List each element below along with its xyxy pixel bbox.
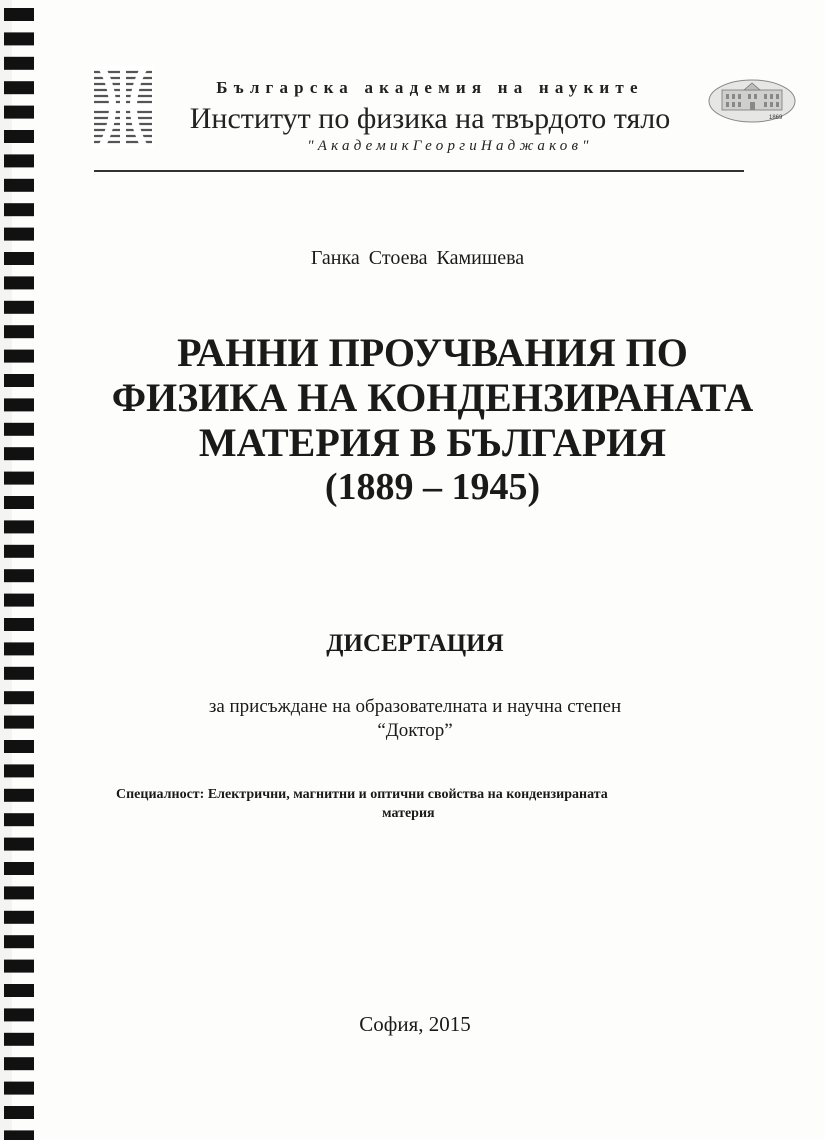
binding-ring — [4, 911, 34, 924]
binding-ring — [4, 984, 34, 997]
institution-header — [160, 78, 700, 155]
specialty-text-line-2: материя — [382, 806, 435, 821]
binding-ring — [4, 838, 34, 851]
binding-ring — [4, 398, 34, 411]
binding-ring — [4, 179, 34, 192]
author-name: Ганка Стоева Камишева — [310, 247, 525, 269]
binding-ring — [4, 545, 34, 558]
binding-ring — [4, 935, 34, 948]
binding-ring — [4, 520, 34, 533]
binding-ring — [4, 1057, 34, 1070]
binding-ring — [4, 764, 34, 777]
binding-ring — [4, 569, 34, 582]
binding-ring — [4, 374, 34, 387]
binding-ring — [4, 325, 34, 338]
binding-ring — [4, 81, 34, 94]
binding-ring — [4, 228, 34, 241]
binding-ring — [4, 886, 34, 899]
binding-ring — [4, 789, 34, 802]
logo-year: 1869 — [769, 115, 783, 121]
title-line-1: РАННИ ПРОУЧВАНИЯ ПО — [177, 330, 688, 375]
dissertation-title — [40, 330, 825, 510]
purpose-line-2: “Доктор” — [377, 720, 453, 741]
binding-ring — [4, 1082, 34, 1095]
binding-ring — [4, 1130, 34, 1140]
binding-ring — [4, 496, 34, 509]
purpose-line-1: за присъждане на образователната и научна степен — [208, 696, 622, 717]
binding-ring — [4, 8, 34, 21]
title-line-2: ФИЗИКА НА КОНДЕНЗИРАНАТА — [111, 375, 754, 420]
specialty-text-line-1: Електрични, магнитни и оптични свойства на кондензираната — [207, 787, 608, 802]
title-line-3: МАТЕРИЯ В БЪЛГАРИЯ — [198, 420, 667, 465]
binding-ring — [4, 1106, 34, 1119]
binding-ring — [4, 301, 34, 314]
binding-ring — [4, 154, 34, 167]
binding-ring — [4, 423, 34, 436]
binding-ring — [4, 960, 34, 973]
binding-ring — [4, 447, 34, 460]
document-kind: ДИСЕРТАЦИЯ — [326, 630, 504, 657]
bas-logo-icon — [92, 66, 154, 148]
academy-name: Българска академия на науките — [216, 78, 644, 97]
binding-ring — [4, 667, 34, 680]
binding-ring — [4, 862, 34, 875]
title-years: (1889 – 1945) — [324, 466, 541, 508]
institute-name: Институт по физика на твърдото тяло — [189, 102, 671, 135]
binding-ring — [4, 594, 34, 607]
binding-ring — [4, 203, 34, 216]
institute-dedication: "АкадемикГеоргиНаджаков" — [307, 138, 593, 154]
binding-ring — [4, 106, 34, 119]
binding-ring — [4, 130, 34, 143]
specialty-label: Специалност: — [116, 787, 205, 802]
binding-ring — [4, 350, 34, 363]
spiral-binding — [0, 0, 40, 1140]
specialty-block — [116, 785, 736, 823]
binding-ring — [4, 32, 34, 45]
degree-purpose — [0, 695, 825, 743]
binding-ring — [4, 813, 34, 826]
binding-ring — [4, 57, 34, 70]
institute-building-icon — [708, 78, 796, 124]
binding-ring — [4, 276, 34, 289]
header-divider — [94, 170, 744, 172]
place-and-year: София, 2015 — [359, 1012, 471, 1036]
binding-ring — [4, 472, 34, 485]
